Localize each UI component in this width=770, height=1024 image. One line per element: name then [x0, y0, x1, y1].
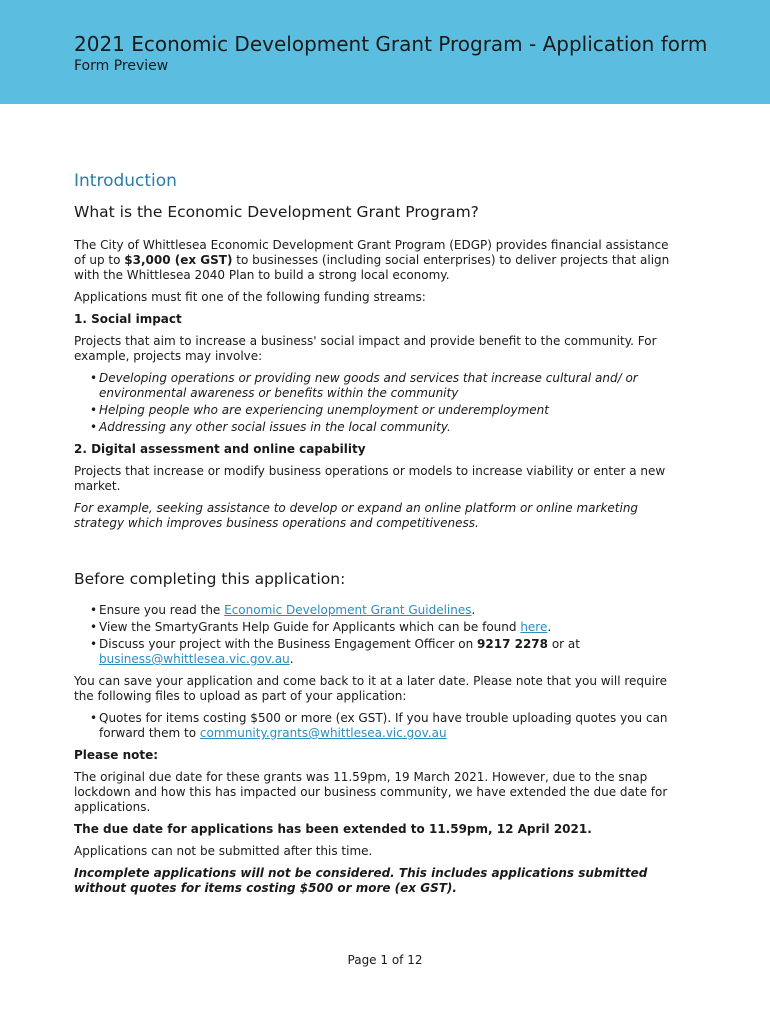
incomplete-warning: Incomplete applications will not be considered. This includes applications submitted without quotes for items costing $500 or more (ex GST). [74, 866, 648, 895]
form-subtitle: Form Preview [74, 58, 169, 74]
please-note-label: Please note: [74, 748, 159, 762]
stream2-text: Projects that increase or modify business operations or models to increase viability or enter a new market. [74, 464, 666, 493]
question-heading: What is the Economic Development Grant Program? [74, 203, 479, 221]
list-item: • Quotes for items costing $500 or more (ex GST). If you have trouble uploading quotes you can forward them to community.grants@whittlesea.vic.gov.au [91, 711, 674, 741]
form-title: 2021 Economic Development Grant Program - Application form [74, 32, 708, 56]
list-item: • Helping people who are experiencing unemployment or underemployment [91, 403, 674, 418]
intro-paragraph: The City of Whittlesea Economic Development Grant Program (EDGP) provides financial assistance of up to $3,000 (ex GST) to businesses (including social enterprises) to deliver projects that align with the Whittlesea 2040 Plan to build a strong local economy. [74, 238, 670, 282]
stream1-bullet-list [74, 371, 674, 435]
form-content [74, 170, 674, 903]
list-item: • Addressing any other social issues in the local community. [91, 420, 674, 435]
guidelines-link[interactable]: Economic Development Grant Guidelines [224, 603, 472, 617]
cannot-submit-notice: Applications can not be submitted after this time. [74, 844, 373, 858]
extended-date-notice: The due date for applications has been extended to 11.59pm, 12 April 2021. [74, 822, 592, 836]
help-guide-link[interactable]: here [520, 620, 548, 634]
business-email-link[interactable]: business@whittlesea.vic.gov.au [99, 652, 290, 666]
list-item: • Developing operations or providing new goods and services that increase cultural and/ or environmental awareness or benefits within the community [91, 371, 674, 401]
save-paragraph: You can save your application and come back to it at a later date. Please note that you will require the following files to upload as part of your application: [74, 674, 668, 703]
stream2-example: For example, seeking assistance to develop or expand an online platform or online marketing strategy which improves business operations and competitiveness. [74, 501, 639, 530]
list-item: • Discuss your project with the Business Engagement Officer on 9217 2278 or at business@whittlesea.vic.gov.au. [91, 637, 674, 667]
page-number: Page 1 of 12 [347, 953, 423, 967]
page-header [0, 0, 770, 104]
list-item: • View the SmartyGrants Help Guide for Applicants which can be found here. [91, 620, 674, 635]
stream1-text: Projects that aim to increase a business' social impact and provide benefit to the community. For example, projects may involve: [74, 334, 657, 363]
streams-intro: Applications must fit one of the following funding streams: [74, 290, 426, 304]
due-date-paragraph: The original due date for these grants was 11.59pm, 19 March 2021. However, due to the snap lockdown and how this has impacted our business community, we have extended the due date for applications. [74, 770, 668, 814]
section-heading-introduction: Introduction [74, 171, 177, 191]
community-grants-email-link[interactable]: community.grants@whittlesea.vic.gov.au [199, 726, 447, 740]
section-heading-before: Before completing this application: [74, 570, 346, 588]
list-item: • Ensure you read the Economic Development Grant Guidelines. [91, 603, 674, 618]
phone-number: 9217 2278 [477, 637, 548, 651]
files-bullet-list [74, 711, 674, 741]
stream1-title: 1. Social impact [74, 312, 182, 326]
before-bullet-list [74, 603, 674, 667]
stream2-title: 2. Digital assessment and online capability [74, 442, 366, 456]
